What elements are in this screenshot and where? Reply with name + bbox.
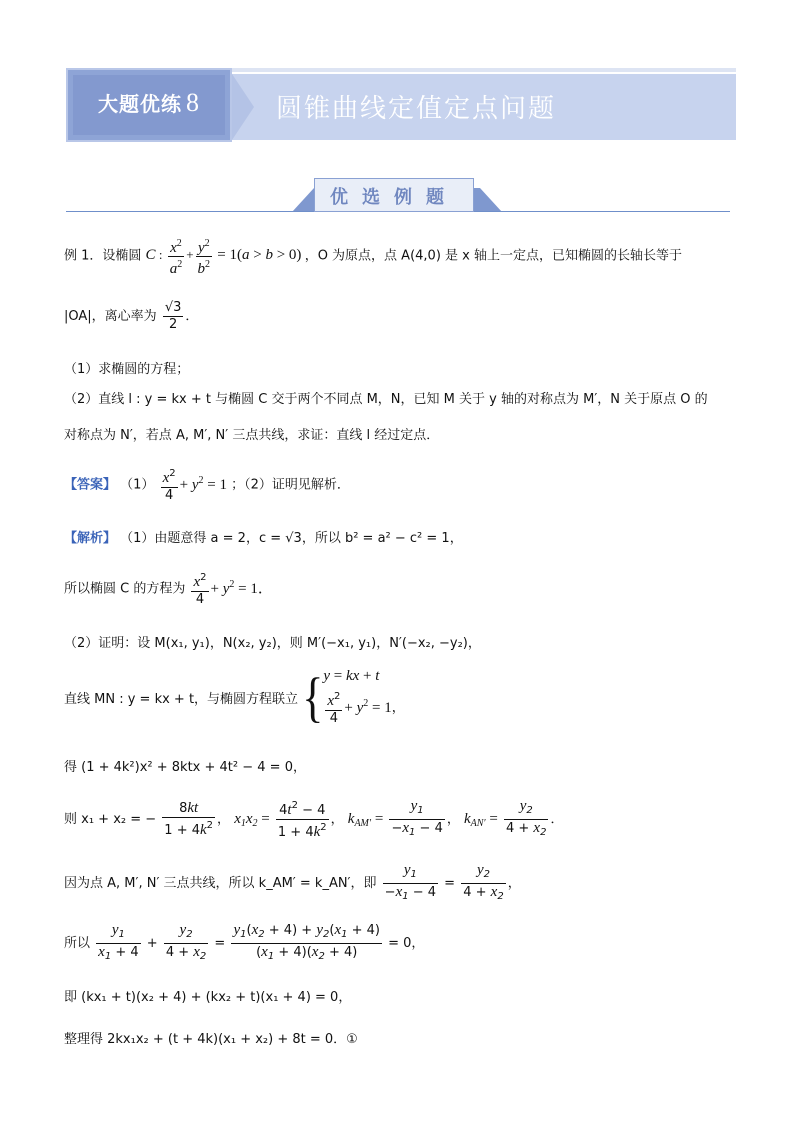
analysis-line-2: 所以椭圆 C 的方程为 $\frac{x^2}{4}$ + $y^2 = 1$． — [64, 572, 273, 607]
badge-label: 大题优练 8 — [98, 88, 200, 117]
example-line-1: 例 1．设椭圆 C : $\frac{x^2}{a^2}$ + $\frac{y^2}{b^2}$ = 1(a > b > 0) ，O 为原点，点 A(4,0) 是 x 轴上一定点，已知椭圆的长轴长等于 — [64, 238, 682, 277]
analysis-line-6: 则 x₁ + x₂ = − $\frac{8kt}{1 + 4k^2}$ ， $x_1x_2$ = $\frac{4t^2 - 4}{1 + 4k^2}$ ， $k_{AM'}$ = $\frac{y_1}{-x_1 - 4}$ ， $k_{AN'}$ = $\frac{y_2}{4 + x_2}$ ． — [64, 798, 564, 840]
analysis-line-4: 直线 MN : y = kx + t，与椭圆方程联立 { y = kx + t $\frac{x^2}{4}$ + $y^2 = 1$， — [64, 666, 405, 728]
example-line-2: |OA|，离心率为 $\frac{√3}{2}$ ． — [64, 300, 199, 332]
analysis-line-9: 即 (kx₁ + t)(x₂ + 4) + (kx₂ + t)(x₁ + 4) = 0， — [64, 990, 352, 1005]
analysis-line-1: 【解析】 （1）由题意得 a = 2，c = √3，所以 b² = a² − c² = 1， — [64, 531, 463, 546]
page-title: 圆锥曲线定值定点问题 — [276, 94, 557, 124]
title-banner — [66, 68, 736, 144]
answer-line: 【答案】 （1） $\frac{x^2}{4}$ + $y^2 = 1$ ；（2）证明见解析． — [64, 468, 350, 503]
question-2-line-2: 对称点为 N′，若点 A, M′, N′ 三点共线，求证：直线 l 经过定点． — [64, 428, 440, 443]
analysis-line-8: 所以 $\frac{y_1}{x_1 + 4}$ + $\frac{y_2}{4 + x_2}$ = $\frac{y_1(x_2 + 4) + y_2(x_1 + 4)}{(x_1 + 4)(x_2 + 4)}$ = 0， — [64, 922, 425, 962]
ellipse-equation: C : $\frac{x^2}{a^2}$ + $\frac{y^2}{b^2}$ = 1(a > b > 0) — [145, 238, 302, 277]
analysis-line-10: 整理得 2kx₁x₂ + (t + 4k)(x₁ + x₂) + 8t = 0．① — [64, 1032, 358, 1047]
analysis-tag: 【解析】 — [64, 531, 117, 546]
analysis-line-3: （2）证明：设 M(x₁, y₁)，N(x₂, y₂)，则 M′(−x₁, y₁)，N′(−x₂, −y₂)， — [64, 636, 481, 651]
analysis-line-5: 得 (1 + 4k²)x² + 8ktx + 4t² − 4 = 0， — [64, 760, 306, 775]
answer-tag: 【答案】 — [64, 477, 117, 493]
section-title: 优选例题 — [330, 187, 458, 208]
question-1: （1）求椭圆的方程； — [64, 362, 190, 377]
analysis-line-7: 因为点 A, M′, N′ 三点共线，所以 k_AM′ = k_AN′，即 $\frac{y_1}{-x_1 - 4}$ = $\frac{y_2}{4 + x_2}$ ， — [64, 862, 521, 902]
badge-arrow — [232, 74, 254, 140]
badge-number: 8 — [186, 88, 200, 117]
question-2-line-1: （2）直线 l : y = kx + t 与椭圆 C 交于两个不同点 M，N，已知 M 关于 y 轴的对称点为 M′，N 关于原点 O 的 — [64, 392, 708, 407]
